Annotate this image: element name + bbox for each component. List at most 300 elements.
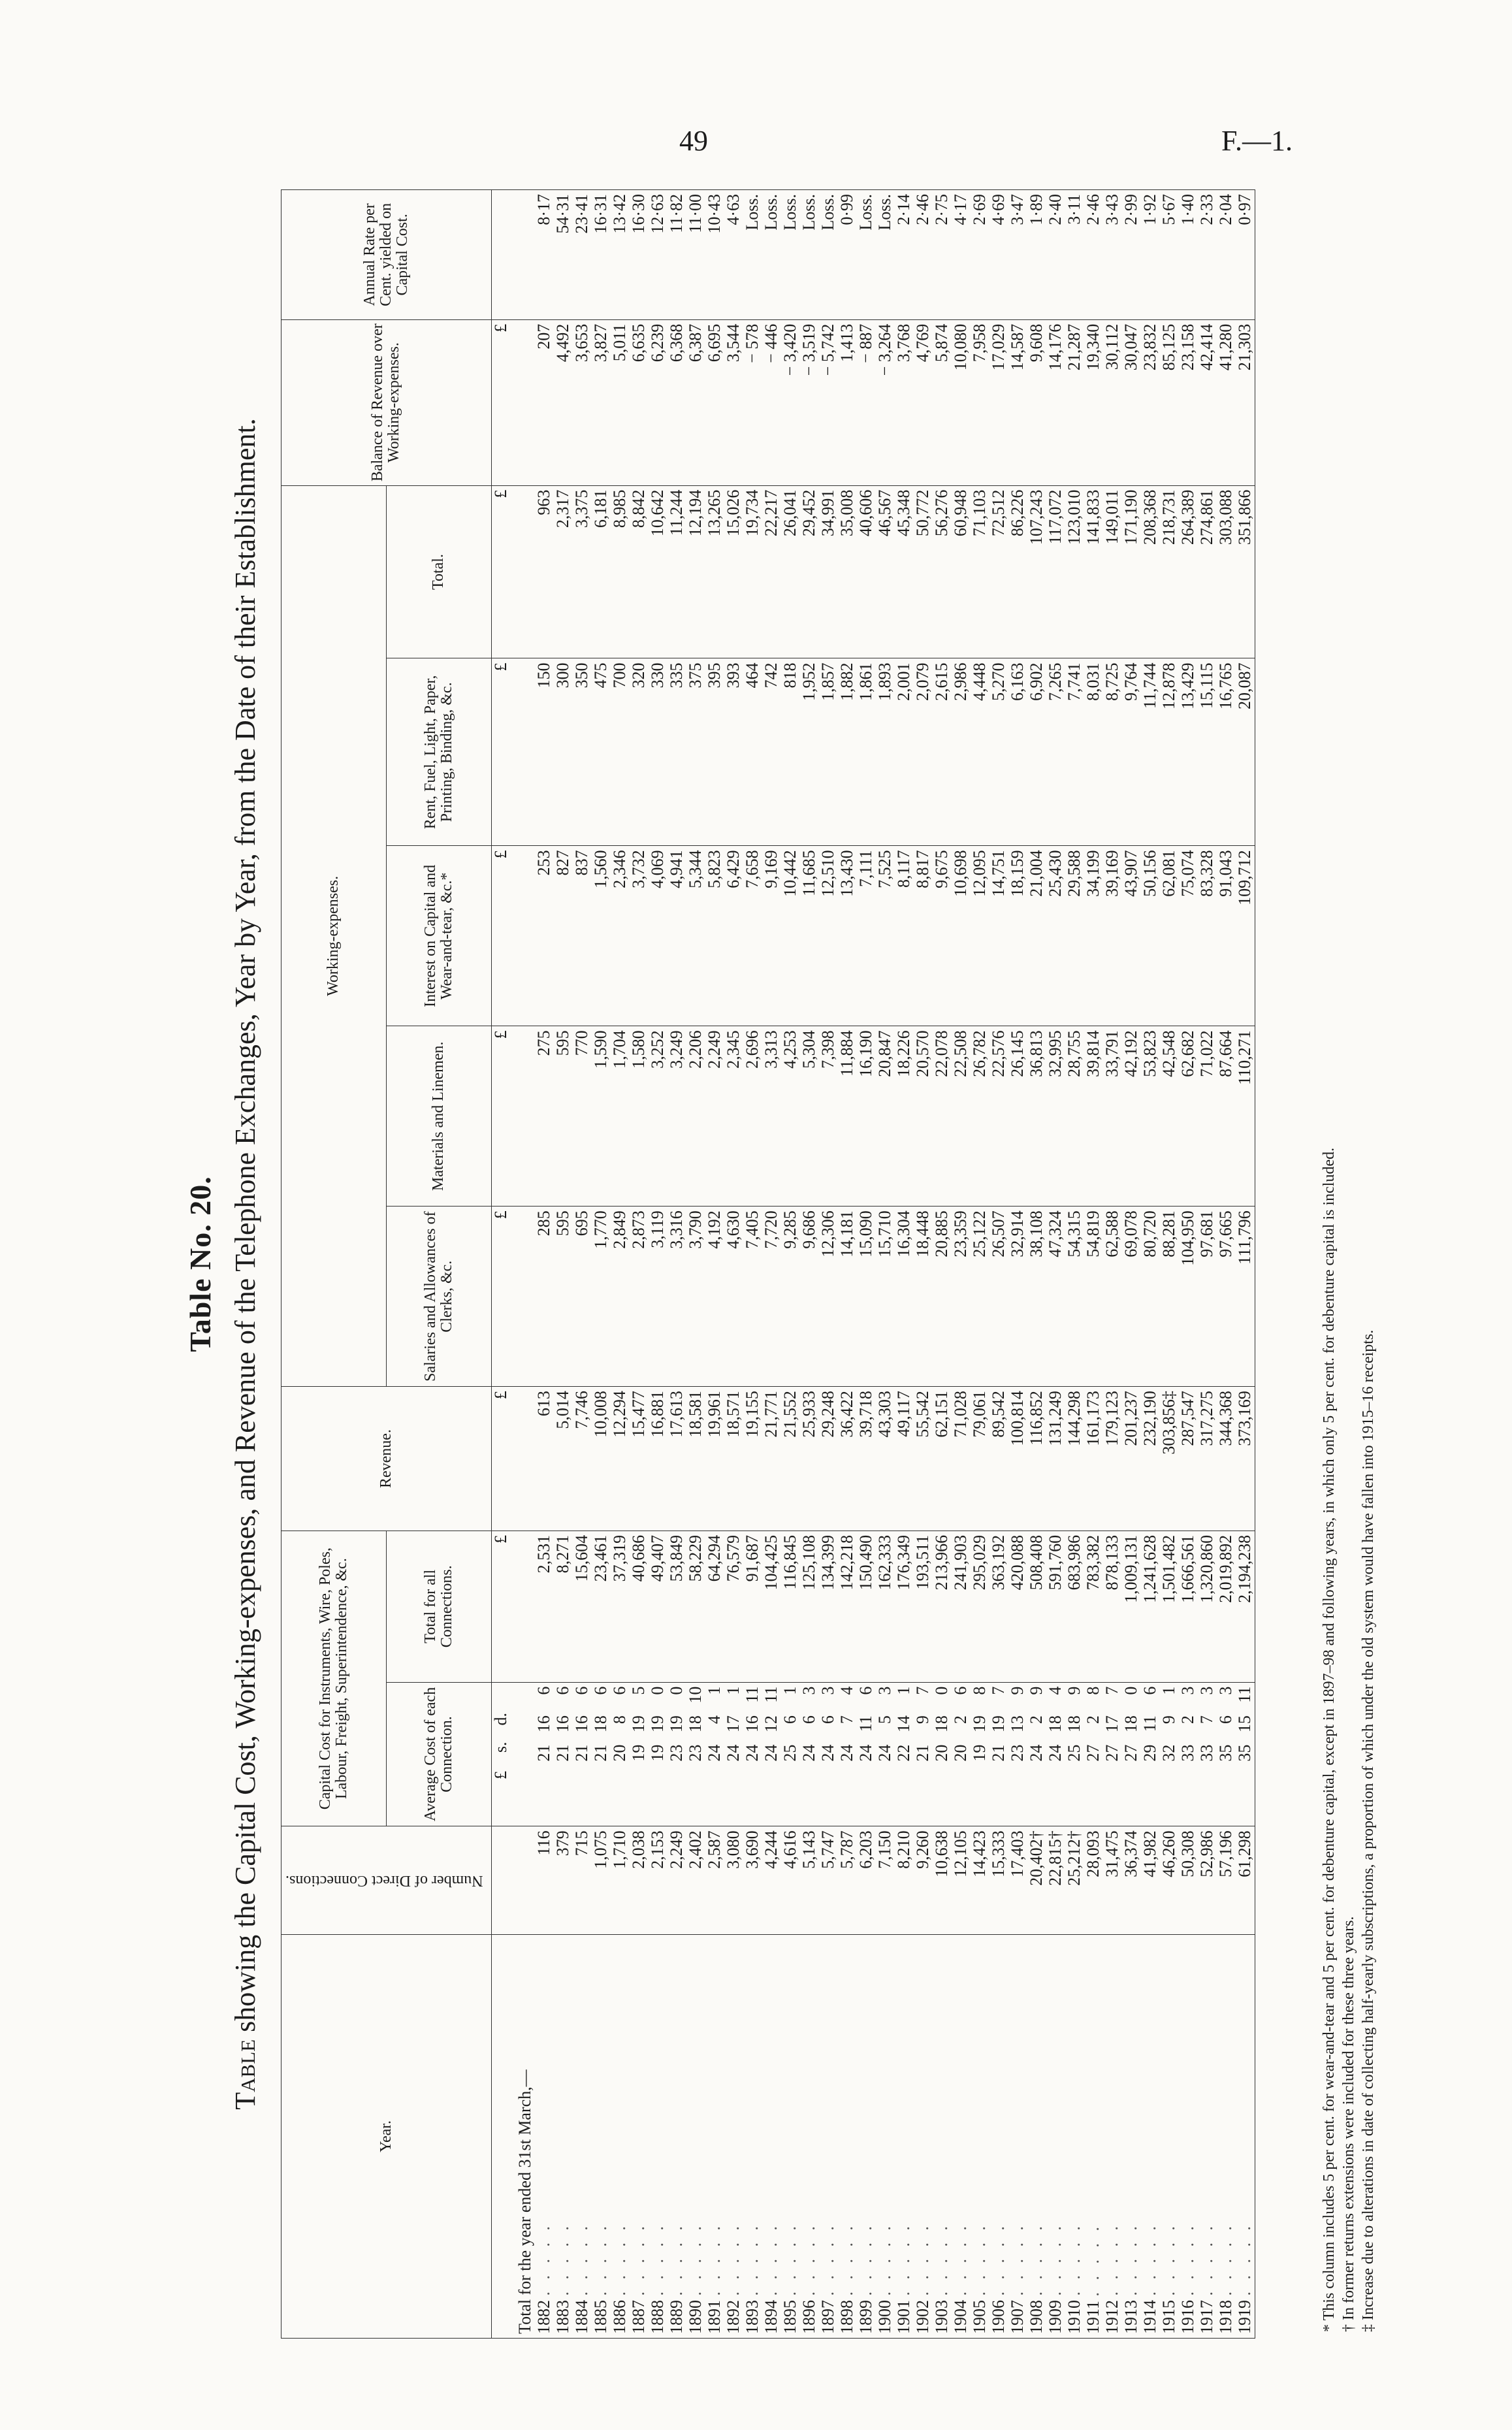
interest-cell: 5,344 <box>686 846 705 1026</box>
avg-shillings: 7 <box>1197 1715 1217 1725</box>
revenue-cell: 344,368 <box>1217 1387 1236 1531</box>
rate-cell: Loss. <box>800 190 819 320</box>
materials-cell: 3,249 <box>668 1026 686 1207</box>
salaries-cell: 54,819 <box>1084 1207 1103 1387</box>
salaries-cell: 3,119 <box>649 1207 668 1387</box>
working-total-cell: 351,866 <box>1236 485 1255 658</box>
rate-cell: Loss. <box>876 190 895 320</box>
avg-pence: 6 <box>1140 1686 1160 1695</box>
table-row <box>1027 190 1046 2339</box>
avg-pence: 4 <box>1046 1686 1065 1695</box>
average-cost-cell <box>971 1682 989 1826</box>
rent-cell: 320 <box>630 658 649 846</box>
avg-pounds: 21 <box>591 1744 611 1762</box>
leader-dots: . . . . . <box>989 2222 1008 2296</box>
leader-dots: . . . . . <box>780 2222 800 2296</box>
working-total-cell: 218,731 <box>1160 485 1179 658</box>
connections-cell: 31,475 <box>1103 1826 1122 1935</box>
working-total-cell: 6,181 <box>592 485 611 658</box>
working-total-cell: 86,226 <box>1008 485 1027 658</box>
salaries-cell: 88,281 <box>1160 1207 1179 1387</box>
total-label: Total for the year ended 31st March,— <box>511 1934 535 2338</box>
year-cell <box>781 1934 800 2338</box>
table-row <box>686 190 705 2339</box>
table-row <box>1122 190 1141 2339</box>
rate-cell: 0·99 <box>838 190 857 320</box>
materials-cell: 18,226 <box>895 1026 914 1207</box>
interest-cell: 4,941 <box>668 846 686 1026</box>
table-row <box>649 190 668 2339</box>
year-value: 1918 <box>1216 2300 1236 2334</box>
avg-pence: 6 <box>951 1686 971 1695</box>
avg-pounds: 35 <box>1216 1744 1236 1762</box>
average-cost-cell <box>1198 1682 1217 1826</box>
year-value: 1906 <box>989 2300 1008 2334</box>
connections-cell: 17,403 <box>1008 1826 1027 1935</box>
leader-dots: . . . . . <box>837 2222 857 2296</box>
leader-dots: . . . . . <box>1008 2222 1027 2296</box>
connections-cell: 50,308 <box>1179 1826 1198 1935</box>
avg-pence: 0 <box>932 1686 952 1695</box>
working-total-cell: 274,861 <box>1198 485 1217 658</box>
revenue-cell: 201,237 <box>1122 1387 1141 1531</box>
working-total-cell: 8,842 <box>630 485 649 658</box>
avg-pence: 3 <box>818 1686 838 1695</box>
year-value: 1891 <box>705 2300 724 2334</box>
year-value: 1903 <box>932 2300 952 2334</box>
materials-cell: 53,823 <box>1141 1026 1160 1207</box>
table-row <box>1160 190 1179 2339</box>
total-connections-cell: 213,966 <box>933 1531 952 1682</box>
year-value: 1894 <box>762 2300 781 2334</box>
connections-cell: 4,244 <box>762 1826 781 1935</box>
revenue-cell: 49,117 <box>895 1387 914 1531</box>
avg-pounds: 24 <box>743 1744 762 1762</box>
total-connections-cell: 37,319 <box>611 1531 630 1682</box>
header-working-expenses: Working-expenses. <box>281 485 387 1387</box>
year-cell <box>1122 1934 1141 2338</box>
year-value: 1899 <box>856 2300 876 2334</box>
materials-cell: 3,252 <box>649 1026 668 1207</box>
avg-pence: 4 <box>837 1686 857 1695</box>
avg-pounds: 23 <box>667 1744 686 1762</box>
table-row <box>952 190 971 2339</box>
avg-shillings: 14 <box>894 1715 914 1733</box>
salaries-cell: 20,885 <box>933 1207 952 1387</box>
table-row <box>914 190 933 2339</box>
table-row <box>800 190 819 2339</box>
connections-cell: 5,143 <box>800 1826 819 1935</box>
working-total-cell: 107,243 <box>1027 485 1046 658</box>
connections-cell: 15,333 <box>989 1826 1008 1935</box>
materials-cell: 32,995 <box>1046 1026 1065 1207</box>
leader-dots: . . . . . <box>913 2222 933 2296</box>
rent-cell: 7,741 <box>1065 658 1084 846</box>
average-cost-cell <box>705 1682 724 1826</box>
header-interest: Interest on Capital and Wear-and-tear, &c.* <box>386 846 491 1026</box>
rate-cell: Loss. <box>857 190 876 320</box>
unit-pound: £ <box>491 1771 511 1780</box>
year-value: 1892 <box>724 2300 743 2334</box>
salaries-cell: 23,359 <box>952 1207 971 1387</box>
table-row <box>762 190 781 2339</box>
working-total-cell: 8,985 <box>611 485 630 658</box>
year-value: 1913 <box>1121 2300 1141 2334</box>
avg-shillings: 13 <box>1008 1715 1027 1733</box>
year-cell <box>971 1934 989 2338</box>
avg-shillings: 12 <box>762 1715 781 1733</box>
rent-cell: 375 <box>686 658 705 846</box>
materials-cell: 42,548 <box>1160 1026 1179 1207</box>
salaries-cell: 97,665 <box>1217 1207 1236 1387</box>
salaries-cell: 26,507 <box>989 1207 1008 1387</box>
total-connections-cell: 104,425 <box>762 1531 781 1682</box>
materials-cell: 22,576 <box>989 1026 1008 1207</box>
avg-shillings: 2 <box>951 1715 971 1725</box>
interest-cell: 8,817 <box>914 846 933 1026</box>
leader-dots: . . . . . <box>762 2222 781 2296</box>
year-value: 1885 <box>591 2300 611 2334</box>
avg-pence: 8 <box>970 1686 989 1695</box>
total-connections-cell: 116,845 <box>781 1531 800 1682</box>
average-cost-cell <box>1141 1682 1160 1826</box>
connections-cell: 3,080 <box>724 1826 743 1935</box>
connections-cell: 2,249 <box>668 1826 686 1935</box>
balance-cell: 5,011 <box>611 319 630 485</box>
connections-cell: 14,423 <box>971 1826 989 1935</box>
table-row <box>989 190 1008 2339</box>
working-total-cell: 2,317 <box>554 485 573 658</box>
avg-pounds: 24 <box>1046 1744 1065 1762</box>
leader-dots: . . . . . <box>1084 2222 1103 2297</box>
rent-cell: 2,001 <box>895 658 914 846</box>
materials-cell: 62,682 <box>1179 1026 1198 1207</box>
materials-cell: 22,078 <box>933 1026 952 1207</box>
average-cost-cell <box>857 1682 876 1826</box>
total-connections-cell: 295,029 <box>971 1531 989 1682</box>
year-value: 1882 <box>534 2300 554 2334</box>
avg-pence: 11 <box>762 1686 781 1703</box>
avg-pounds: 24 <box>762 1744 781 1762</box>
balance-cell: − 3,420 <box>781 319 800 485</box>
unit-pound: £ <box>491 1387 511 1531</box>
balance-cell: − 5,742 <box>819 319 838 485</box>
working-total-cell: 13,265 <box>705 485 724 658</box>
balance-cell: 207 <box>535 319 554 485</box>
connections-cell: 7,150 <box>876 1826 895 1935</box>
connections-cell: 9,260 <box>914 1826 933 1935</box>
rent-cell: 2,986 <box>952 658 971 846</box>
revenue-cell: 161,173 <box>1084 1387 1103 1531</box>
total-connections-cell: 91,687 <box>743 1531 762 1682</box>
working-total-cell: 26,041 <box>781 485 800 658</box>
balance-cell: 41,280 <box>1217 319 1236 485</box>
balance-cell: 6,695 <box>705 319 724 485</box>
rent-cell: 1,893 <box>876 658 895 846</box>
revenue-cell: 613 <box>535 1387 554 1531</box>
leader-dots: . . . . . <box>951 2222 971 2296</box>
total-connections-cell: 878,133 <box>1103 1531 1122 1682</box>
connections-cell: 2,038 <box>630 1826 649 1935</box>
avg-pence: 1 <box>894 1686 914 1695</box>
avg-shillings: 17 <box>724 1715 743 1733</box>
average-cost-cell <box>611 1682 630 1826</box>
avg-shillings: 19 <box>629 1715 649 1733</box>
leader-dots: . . . . . <box>799 2222 819 2296</box>
balance-cell: 4,492 <box>554 319 573 485</box>
rate-cell: Loss. <box>743 190 762 320</box>
year-value: 1888 <box>648 2300 668 2334</box>
leader-dots: . . . . . <box>705 2222 724 2296</box>
year-cell <box>1046 1934 1065 2338</box>
interest-cell: 2,346 <box>611 846 630 1026</box>
rent-cell: 742 <box>762 658 781 846</box>
year-cell <box>649 1934 668 2338</box>
year-value: 1919 <box>1235 2300 1255 2334</box>
avg-pounds: 24 <box>799 1744 819 1762</box>
working-total-cell: 171,190 <box>1122 485 1141 658</box>
connections-cell: 3,690 <box>743 1826 762 1935</box>
table-row <box>971 190 989 2339</box>
balance-cell: 14,176 <box>1046 319 1065 485</box>
avg-shillings: 17 <box>1102 1715 1122 1733</box>
materials-cell: 2,345 <box>724 1026 743 1207</box>
year-cell <box>1236 1934 1255 2338</box>
avg-pounds: 19 <box>629 1744 649 1762</box>
avg-pounds: 25 <box>780 1744 800 1762</box>
total-connections-cell: 162,333 <box>876 1531 895 1682</box>
revenue-cell: 21,552 <box>781 1387 800 1531</box>
rent-cell: 393 <box>724 658 743 846</box>
year-value: 1912 <box>1102 2300 1122 2334</box>
avg-pence: 3 <box>1216 1686 1236 1695</box>
working-total-cell: 29,452 <box>800 485 819 658</box>
revenue-cell: 17,613 <box>668 1387 686 1531</box>
total-connections-cell: 53,849 <box>668 1531 686 1682</box>
table-row <box>1008 190 1027 2339</box>
avg-shillings: 6 <box>818 1715 838 1725</box>
total-connections-cell: 783,382 <box>1084 1531 1103 1682</box>
avg-pounds: 24 <box>837 1744 857 1762</box>
materials-cell: 1,704 <box>611 1026 630 1207</box>
interest-cell: 8,117 <box>895 846 914 1026</box>
rate-cell: 4·69 <box>989 190 1008 320</box>
total-connections-cell: 683,986 <box>1065 1531 1084 1682</box>
working-total-cell: 11,244 <box>668 485 686 658</box>
salaries-cell: 2,849 <box>611 1207 630 1387</box>
average-cost-cell <box>952 1682 971 1826</box>
average-cost-cell <box>686 1682 705 1826</box>
avg-shillings: 9 <box>1159 1715 1179 1725</box>
working-total-cell: 35,008 <box>838 485 857 658</box>
year-cell <box>1027 1934 1046 2338</box>
interest-cell: 75,074 <box>1179 846 1198 1026</box>
total-connections-cell: 40,686 <box>630 1531 649 1682</box>
balance-cell: 85,125 <box>1160 319 1179 485</box>
salaries-cell: 97,681 <box>1198 1207 1217 1387</box>
rent-cell: 6,902 <box>1027 658 1046 846</box>
materials-cell: 71,022 <box>1198 1026 1217 1207</box>
connections-cell: 46,260 <box>1160 1826 1179 1935</box>
rent-cell: 8,031 <box>1084 658 1103 846</box>
total-connections-cell: 8,271 <box>554 1531 573 1682</box>
avg-shillings: 6 <box>780 1715 800 1725</box>
year-cell <box>724 1934 743 2338</box>
avg-pence: 9 <box>1027 1686 1046 1695</box>
year-cell <box>535 1934 554 2338</box>
average-cost-cell <box>649 1682 668 1826</box>
table-row <box>554 190 573 2339</box>
interest-cell: 13,430 <box>838 846 857 1026</box>
rate-cell: 3·43 <box>1103 190 1122 320</box>
leader-dots: . . . . . <box>724 2222 743 2296</box>
year-cell <box>554 1934 573 2338</box>
salaries-cell: 7,720 <box>762 1207 781 1387</box>
revenue-cell: 18,581 <box>686 1387 705 1531</box>
total-connections-cell: 150,490 <box>857 1531 876 1682</box>
leader-dots: . . . . . <box>1121 2222 1141 2296</box>
rate-cell: 8·17 <box>535 190 554 320</box>
revenue-cell: 179,123 <box>1103 1387 1122 1531</box>
connections-cell: 1,710 <box>611 1826 630 1935</box>
revenue-cell: 287,547 <box>1179 1387 1198 1531</box>
avg-shillings: 18 <box>1121 1715 1141 1733</box>
revenue-cell: 39,718 <box>857 1387 876 1531</box>
table-row <box>1236 190 1255 2339</box>
working-total-cell: 56,276 <box>933 485 952 658</box>
year-cell <box>876 1934 895 2338</box>
salaries-cell: 285 <box>535 1207 554 1387</box>
average-cost-cell <box>668 1682 686 1826</box>
leader-dots: . . . . . <box>970 2222 989 2296</box>
footnotes <box>1319 176 1378 2332</box>
interest-cell: 5,823 <box>705 846 724 1026</box>
rate-cell: 2·46 <box>914 190 933 320</box>
leader-dots: . . . . . <box>1197 2222 1217 2296</box>
rate-cell: 1·92 <box>1141 190 1160 320</box>
salaries-cell: 47,324 <box>1046 1207 1065 1387</box>
connections-cell: 25,212† <box>1065 1826 1084 1935</box>
table-title: Table No. 20. <box>184 1176 217 1352</box>
total-connections-cell: 420,088 <box>1008 1531 1027 1682</box>
balance-cell: − 887 <box>857 319 876 485</box>
average-cost-cell <box>781 1682 800 1826</box>
leader-dots: . . . . . <box>610 2222 630 2296</box>
average-cost-cell <box>1084 1682 1103 1826</box>
avg-pounds: 23 <box>686 1744 705 1762</box>
interest-cell: 1,560 <box>592 846 611 1026</box>
interest-cell: 109,712 <box>1236 846 1255 1026</box>
rate-cell: 2·33 <box>1198 190 1217 320</box>
revenue-cell: 43,303 <box>876 1387 895 1531</box>
year-cell <box>573 1934 592 2338</box>
average-cost-cell <box>743 1682 762 1826</box>
average-cost-cell <box>535 1682 554 1826</box>
rent-cell: 8,725 <box>1103 658 1122 846</box>
working-total-cell: 10,642 <box>649 485 668 658</box>
avg-pence: 3 <box>1197 1686 1217 1695</box>
avg-shillings: 9 <box>913 1715 933 1725</box>
working-total-cell: 46,567 <box>876 485 895 658</box>
materials-cell: 595 <box>554 1026 573 1207</box>
interest-cell: 39,169 <box>1103 846 1122 1026</box>
leader-dots: . . . . . <box>686 2222 705 2296</box>
footnote: † In former returns extensions were included for these three years. <box>1340 1916 1357 2332</box>
avg-pence: 6 <box>610 1686 630 1695</box>
working-total-cell: 149,011 <box>1103 485 1122 658</box>
avg-pounds: 29 <box>1140 1744 1160 1762</box>
working-total-cell: 60,948 <box>952 485 971 658</box>
year-value: 1917 <box>1197 2300 1217 2334</box>
average-cost-cell <box>800 1682 819 1826</box>
average-cost-cell <box>1122 1682 1141 1826</box>
avg-shillings: 19 <box>970 1715 989 1733</box>
avg-pence: 1 <box>780 1686 800 1695</box>
rate-cell: 2·69 <box>971 190 989 320</box>
leader-dots: . . . . . <box>648 2222 668 2296</box>
avg-shillings: 19 <box>989 1715 1008 1733</box>
rent-cell: 1,857 <box>819 658 838 846</box>
salaries-cell: 9,285 <box>781 1207 800 1387</box>
connections-cell: 57,196 <box>1217 1826 1236 1935</box>
avg-shillings: 19 <box>648 1715 668 1733</box>
average-cost-cell <box>1027 1682 1046 1826</box>
balance-cell: 30,047 <box>1122 319 1141 485</box>
interest-cell: 7,111 <box>857 846 876 1026</box>
salaries-cell: 3,790 <box>686 1207 705 1387</box>
table-row <box>611 190 630 2339</box>
rate-cell: Loss. <box>762 190 781 320</box>
rent-cell: 11,744 <box>1141 658 1160 846</box>
header-revenue: Revenue. <box>281 1387 492 1531</box>
year-cell <box>952 1934 971 2338</box>
rate-cell: 2·46 <box>1084 190 1103 320</box>
interest-cell: 12,510 <box>819 846 838 1026</box>
salaries-cell: 9,686 <box>800 1207 819 1387</box>
revenue-cell: 18,571 <box>724 1387 743 1531</box>
interest-cell: 11,685 <box>800 846 819 1026</box>
rent-cell: 2,079 <box>914 658 933 846</box>
working-total-cell: 141,833 <box>1084 485 1103 658</box>
total-connections-cell: 363,192 <box>989 1531 1008 1682</box>
average-cost-cell <box>838 1682 857 1826</box>
table-row <box>1198 190 1217 2339</box>
balance-cell: − 578 <box>743 319 762 485</box>
interest-cell: 25,430 <box>1046 846 1065 1026</box>
rate-cell: 4·63 <box>724 190 743 320</box>
revenue-cell: 116,852 <box>1027 1387 1046 1531</box>
balance-cell: 7,958 <box>971 319 989 485</box>
year-value: 1900 <box>875 2300 895 2334</box>
revenue-cell: 25,933 <box>800 1387 819 1531</box>
rate-cell: 3·11 <box>1065 190 1084 320</box>
average-cost-cell <box>1179 1682 1198 1826</box>
table-row <box>668 190 686 2339</box>
year-cell <box>762 1934 781 2338</box>
rent-cell: 12,878 <box>1160 658 1179 846</box>
unit-pence: d. <box>491 1713 511 1726</box>
year-cell <box>592 1934 611 2338</box>
avg-shillings: 16 <box>572 1715 592 1733</box>
average-cost-cell <box>1065 1682 1084 1826</box>
avg-shillings: 16 <box>553 1715 573 1733</box>
average-cost-cell <box>1160 1682 1179 1826</box>
avg-pence: 3 <box>875 1686 895 1695</box>
salaries-cell: 695 <box>573 1207 592 1387</box>
year-cell <box>1217 1934 1236 2338</box>
balance-cell: 1,413 <box>838 319 857 485</box>
avg-pounds: 24 <box>875 1744 895 1762</box>
